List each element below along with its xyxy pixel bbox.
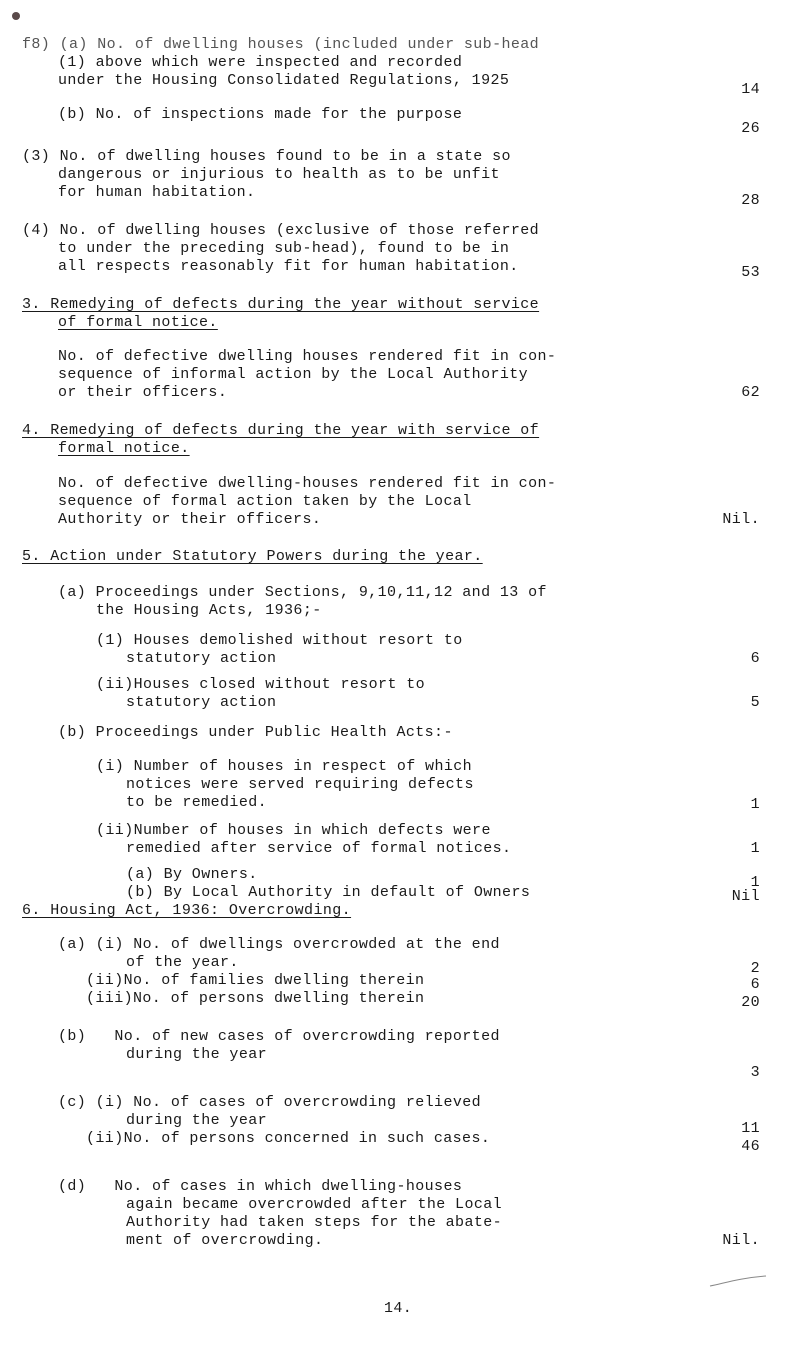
text-line: (ii)Number of houses in which defects were [96,822,491,839]
text-line: to under the preceding sub-head), found to be in [58,240,510,257]
section-heading: 4. Remedying of defects during the year with service of [22,422,540,439]
text-line: statutory action [126,694,277,711]
value-cell: 28 [741,192,760,209]
text-line: dangerous or injurious to health as to be unfit [58,166,500,183]
text-line: (3) No. of dwelling houses found to be in a state so [22,148,511,165]
pencil-mark [708,1274,768,1288]
text-line: remedied after service of formal notices. [126,840,512,857]
text-line: (a) By Owners. [126,866,258,883]
value-cell: Nil. [722,1232,760,1249]
text-line: (ii)Houses closed without resort to [96,676,426,693]
text-line: under the Housing Consolidated Regulations, 1925 [58,72,510,89]
text-line: statutory action [126,650,277,667]
text-line: (a) Proceedings under Sections, 9,10,11,12 and 13 of [58,584,547,601]
text-line: of the year. [126,954,239,971]
text-line: (1) Houses demolished without resort to [96,632,463,649]
value-cell: 1 [750,840,760,857]
value-cell: 6 [750,650,760,667]
text-line: No. of defective dwelling houses rendered fit in con- [58,348,557,365]
value-cell: 11 [741,1120,760,1137]
section-heading: 5. Action under Statutory Powers during the year. [22,548,483,565]
value-cell: 46 [741,1138,760,1155]
text-line: during the year [126,1112,268,1129]
punch-hole-mark [12,12,20,20]
text-line: (b) Proceedings under Public Health Acts:- [58,724,453,741]
text-line: (b) No. of new cases of overcrowding reported [58,1028,500,1045]
text-line: (c) (i) No. of cases of overcrowding relieved [58,1094,482,1111]
text-line: (4) No. of dwelling houses (exclusive of those referred [22,222,540,239]
value-cell: 5 [750,694,760,711]
text-line: sequence of formal action taken by the Local [58,493,472,510]
text-line: No. of defective dwelling-houses rendered fit in con- [58,475,557,492]
text-line: (i) Number of houses in respect of which [96,758,473,775]
text-line: during the year [126,1046,268,1063]
text-line: to be remedied. [126,794,268,811]
value-cell: Nil [731,888,760,905]
value-cell: 6 [750,976,760,993]
text-line: (ii)No. of families dwelling therein [86,972,425,989]
section-heading: 6. Housing Act, 1936: Overcrowding. [22,902,352,919]
text-line: f8) (a) No. of dwelling houses (included under sub-head [22,36,540,53]
text-line: (1) above which were inspected and recorded [58,54,463,71]
section-heading: formal notice. [58,440,190,457]
text-line: (b) By Local Authority in default of Owners [126,884,531,901]
section-heading: 3. Remedying of defects during the year without service [22,296,540,313]
text-line: ment of overcrowding. [126,1232,324,1249]
text-line: sequence of informal action by the Local Authority [58,366,529,383]
text-line: (iii)No. of persons dwelling therein [86,990,425,1007]
value-cell: 1 [750,874,760,891]
value-cell: 26 [741,120,760,137]
value-cell: 3 [750,1064,760,1081]
value-cell: 1 [750,796,760,813]
value-cell: Nil. [722,511,760,528]
text-line: again became overcrowded after the Local [126,1196,503,1213]
text-line: or their officers. [58,384,228,401]
text-line: all respects reasonably fit for human habitation. [58,258,519,275]
text-line: Authority had taken steps for the abate- [126,1214,503,1231]
text-line: the Housing Acts, 1936;- [96,602,322,619]
value-cell: 53 [741,264,760,281]
value-cell: 2 [750,960,760,977]
value-cell: 62 [741,384,760,401]
text-line: (b) No. of inspections made for the purpose [58,106,463,123]
text-line: notices were served requiring defects [126,776,474,793]
text-line: (ii)No. of persons concerned in such cases. [86,1130,491,1147]
value-cell: 14 [741,81,760,98]
section-heading: of formal notice. [58,314,218,331]
value-cell: 20 [741,994,760,1011]
text-line: for human habitation. [58,184,256,201]
text-line: (d) No. of cases in which dwelling-houses [58,1178,463,1195]
text-line: Authority or their officers. [58,511,322,528]
text-line: (a) (i) No. of dwellings overcrowded at the end [58,936,500,953]
page-number: 14. [384,1300,413,1317]
